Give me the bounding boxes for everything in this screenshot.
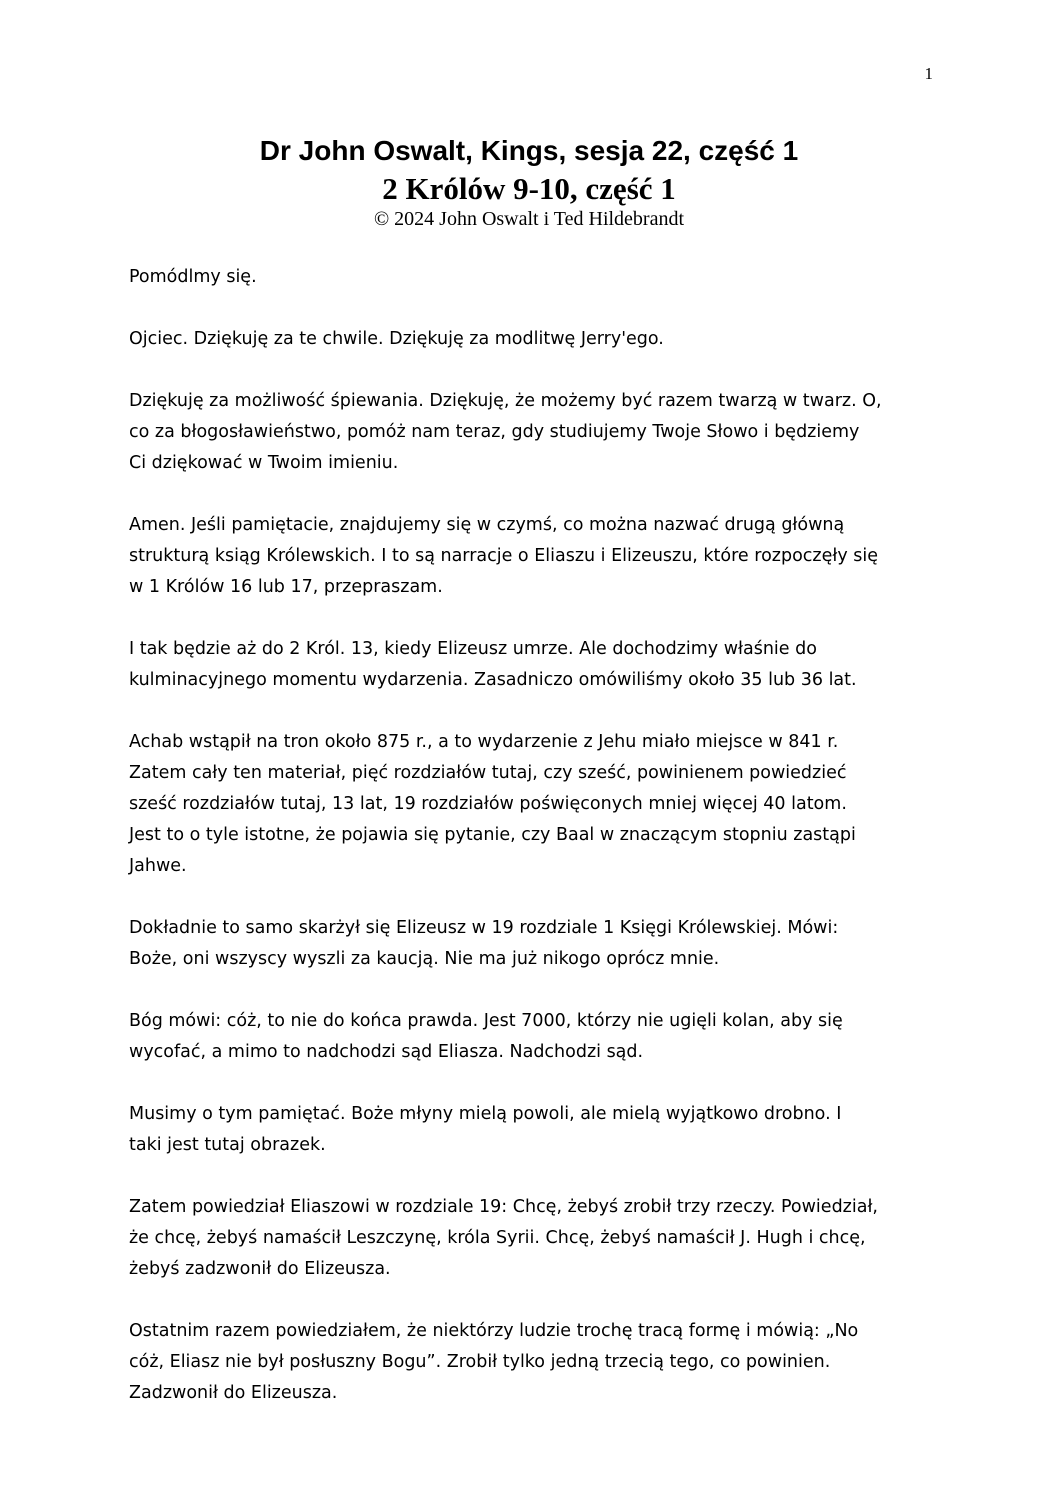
paragraph <box>129 510 949 603</box>
paragraph-line: Pomódlmy się. <box>129 267 257 287</box>
paragraph-line: co za błogosławieństwo, pomóż nam teraz, gdy studiujemy Twoje Słowo i będziemy <box>129 422 860 442</box>
paragraph-line: cóż, Eliasz nie był posłuszny Bogu”. Zrobił tylko jedną trzecią tego, co powinien. <box>129 1352 831 1372</box>
paragraph-line: Dziękuję za możliwość śpiewania. Dziękuję, że możemy być razem twarzą w twarz. O, <box>129 391 882 411</box>
paragraph <box>129 1192 949 1285</box>
copyright-line: © 2024 John Oswalt i Ted Hildebrandt <box>373 208 685 230</box>
paragraph-line: Ci dziękować w Twoim imieniu. <box>129 453 399 473</box>
document-header <box>0 132 1058 230</box>
paragraph <box>129 386 949 479</box>
paragraph <box>129 913 949 975</box>
document-subtitle: 2 Królów 9-10, część 1 <box>382 171 676 206</box>
paragraph-line: że chcę, żebyś namaścił Leszczynę, króla Syrii. Chcę, żebyś namaścił J. Hugh i chcę, <box>129 1228 866 1248</box>
paragraph <box>129 262 949 293</box>
page-number: 1 <box>924 64 933 83</box>
paragraph <box>129 1099 949 1161</box>
paragraph-line: w 1 Królów 16 lub 17, przepraszam. <box>129 577 443 597</box>
paragraph <box>129 1006 949 1068</box>
paragraph-line: Zatem powiedział Eliaszowi w rozdziale 19: Chcę, żebyś zrobił trzy rzeczy. Powiedział, <box>129 1197 878 1217</box>
paragraph-line: sześć rozdziałów tutaj, 13 lat, 19 rozdziałów poświęconych mniej więcej 40 latom. <box>129 794 847 814</box>
paragraph <box>129 1316 949 1409</box>
paragraph-line: Zatem cały ten materiał, pięć rozdziałów tutaj, czy sześć, powinienem powiedzieć <box>129 763 847 783</box>
paragraph-line: Musimy o tym pamiętać. Boże młyny mielą powoli, ale mielą wyjątkowo drobno. I <box>129 1104 842 1124</box>
paragraph-line: Boże, oni wszyscy wyszli za kaucją. Nie ma już nikogo oprócz mnie. <box>129 949 720 969</box>
paragraph-line: wycofać, a mimo to nadchodzi sąd Eliasza. Nadchodzi sąd. <box>129 1042 644 1062</box>
document-body <box>129 262 949 1440</box>
paragraph-line: Bóg mówi: cóż, to nie do końca prawda. Jest 7000, którzy nie ugięli kolan, aby się <box>129 1011 843 1031</box>
paragraph <box>129 634 949 696</box>
paragraph-line: Zadzwonił do Elizeusza. <box>129 1383 338 1403</box>
paragraph-line: I tak będzie aż do 2 Król. 13, kiedy Elizeusz umrze. Ale dochodzimy właśnie do <box>129 639 817 659</box>
document-title: Dr John Oswalt, Kings, sesja 22, część 1 <box>259 135 799 166</box>
paragraph-line: Achab wstąpił na tron około 875 r., a to wydarzenie z Jehu miało miejsce w 841 r. <box>129 732 839 752</box>
paragraph-line: Amen. Jeśli pamiętacie, znajdujemy się w czymś, co można nazwać drugą główną <box>129 515 845 535</box>
paragraph-line: strukturą ksiąg Królewskich. I to są narracje o Eliaszu i Elizeuszu, które rozpoczęły się <box>129 546 878 566</box>
paragraph-line: żebyś zadzwonił do Elizeusza. <box>129 1259 391 1279</box>
paragraph-line: Ostatnim razem powiedziałem, że niektórzy ludzie trochę tracą formę i mówią: „No <box>129 1321 859 1341</box>
paragraph-line: kulminacyjnego momentu wydarzenia. Zasadniczo omówiliśmy około 35 lub 36 lat. <box>129 670 857 690</box>
paragraph-line: Ojciec. Dziękuję za te chwile. Dziękuję za modlitwę Jerry'ego. <box>129 329 664 349</box>
paragraph <box>129 324 949 355</box>
paragraph-line: Dokładnie to samo skarżył się Elizeusz w 19 rozdziale 1 Księgi Królewskiej. Mówi: <box>129 918 839 938</box>
paragraph-line: Jest to o tyle istotne, że pojawia się pytanie, czy Baal w znaczącym stopniu zastąpi <box>129 825 856 845</box>
paragraph <box>129 727 949 882</box>
paragraph-line: taki jest tutaj obrazek. <box>129 1135 326 1155</box>
paragraph-line: Jahwe. <box>129 856 187 876</box>
